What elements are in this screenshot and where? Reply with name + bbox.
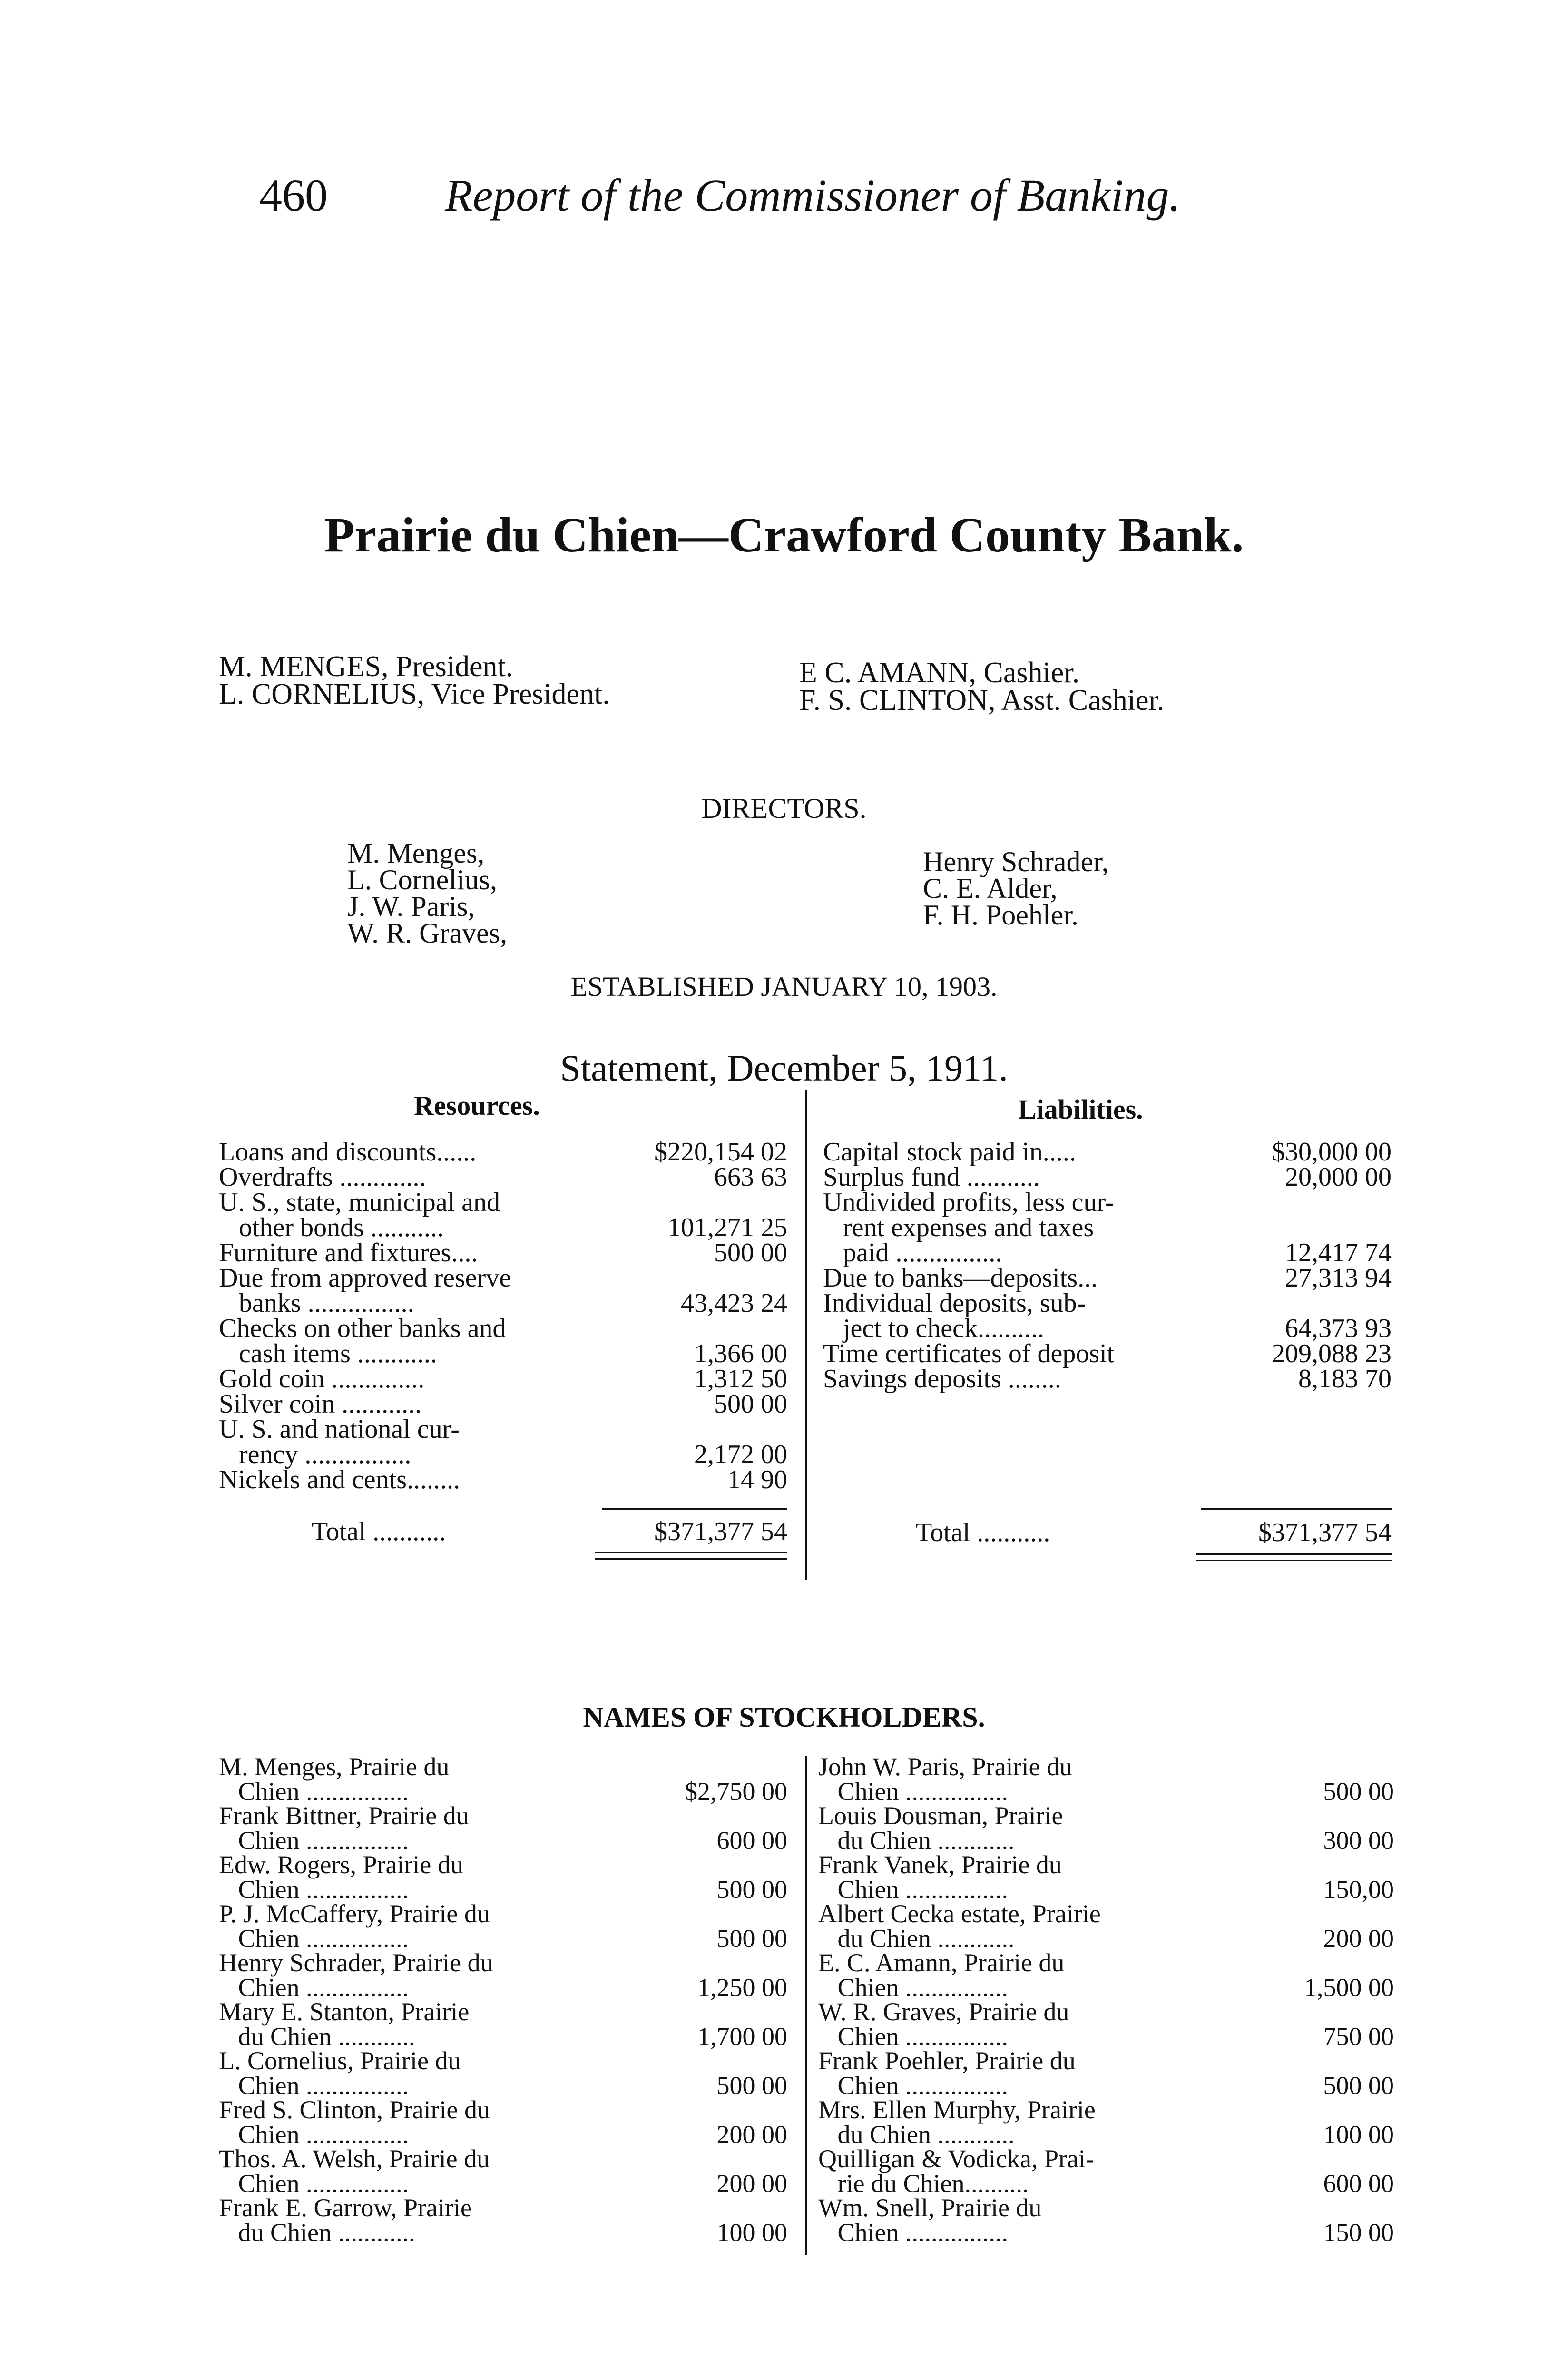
stockholder-row-label: Chien ................ <box>219 2169 409 2198</box>
stockholder-row-label: Frank Poehler, Prairie du <box>818 2046 1076 2075</box>
stockholder-row-label: Louis Dousman, Prairie <box>818 1801 1063 1830</box>
stockholder-row-amount: 600 00 <box>716 1826 787 1855</box>
resource-row-label: Checks on other banks and <box>219 1314 506 1343</box>
stockholder-row-label: du Chien ............ <box>818 2120 1015 2149</box>
stockholder-row-label: Henry Schrader, Prairie du <box>219 1948 493 1977</box>
stockholder-row-amount: 500 00 <box>716 2071 787 2100</box>
directors-left <box>347 837 508 949</box>
stockholder-row-amount: 200 00 <box>1323 1924 1394 1953</box>
stockholder-row-label: M. Menges, Prairie du <box>219 1752 450 1781</box>
resource-row-label: other bonds ........... <box>219 1213 444 1242</box>
liabilities-total-rule <box>1201 1508 1392 1510</box>
director-name: Henry Schrader, <box>923 846 1109 877</box>
resources-total-label: Total ........... <box>312 1517 446 1546</box>
stockholder-row-label: John W. Paris, Prairie du <box>818 1752 1072 1781</box>
officer-president: M. MENGES, President. <box>219 650 513 683</box>
liability-row-label: ject to check.......... <box>823 1314 1044 1343</box>
stockholder-row-label: Wm. Snell, Prairie du <box>818 2193 1042 2222</box>
resource-row-amount: 43,423 24 <box>681 1288 787 1318</box>
resource-row-label: cash items ............ <box>219 1339 437 1368</box>
resource-row-label: rency ................ <box>219 1440 412 1469</box>
stockholder-row-label: Chien ................ <box>219 1924 409 1953</box>
resources-total-rule <box>602 1508 787 1510</box>
stockholder-row-label: Chien ................ <box>818 1973 1008 2002</box>
stockholder-row-amount: 150 00 <box>1323 2218 1394 2247</box>
stockholder-row-amount: 1,250 00 <box>697 1973 787 2002</box>
stockholder-row-label: Chien ................ <box>219 1826 409 1855</box>
stockholder-row-label: W. R. Graves, Prairie du <box>818 1997 1069 2026</box>
liability-row-amount: 64,373 93 <box>1285 1314 1392 1343</box>
resource-row-label: banks ................ <box>219 1288 414 1318</box>
stockholder-row-amount: 600 00 <box>1323 2169 1394 2198</box>
resource-row-label: Due from approved reserve <box>219 1263 511 1293</box>
resource-row-amount: 1,366 00 <box>694 1339 787 1368</box>
statement-divider <box>805 1090 807 1580</box>
director-name: F. H. Poehler. <box>923 899 1078 931</box>
stockholder-row-amount: 200 00 <box>716 2169 787 2198</box>
liability-row-label: paid ................ <box>823 1238 1002 1268</box>
stockholder-row-amount: 500 00 <box>716 1875 787 1904</box>
statement-title: Statement, December 5, 1911. <box>560 1047 1008 1089</box>
established-date: ESTABLISHED JANUARY 10, 1903. <box>570 971 998 1002</box>
resource-row-amount: 500 00 <box>714 1238 787 1268</box>
officer-vice-president: L. CORNELIUS, Vice President. <box>219 678 610 710</box>
stockholders-divider <box>805 1756 807 2255</box>
stockholders-heading: NAMES OF STOCKHOLDERS. <box>583 1701 985 1733</box>
resources-total-amount: $371,377 54 <box>654 1517 787 1546</box>
resource-row-label: U. S., state, municipal and <box>219 1188 500 1217</box>
stockholder-row-label: Thos. A. Welsh, Prairie du <box>219 2144 490 2173</box>
stockholder-row-label: Chien ................ <box>818 2071 1008 2100</box>
director-name: L. Cornelius, <box>347 864 497 895</box>
stockholder-row-label: Chien ................ <box>219 2120 409 2149</box>
stockholder-row-amount: $2,750 00 <box>685 1777 787 1806</box>
bank-title: Prairie du Chien—Crawford County Bank. <box>324 508 1244 562</box>
directors-right <box>923 846 1109 931</box>
stockholder-row-label: Chien ................ <box>818 1875 1008 1904</box>
stockholder-row-amount: 500 00 <box>1323 2071 1394 2100</box>
stockholder-row-label: Edw. Rogers, Prairie du <box>219 1850 463 1879</box>
stockholder-row-amount: 200 00 <box>716 2120 787 2149</box>
stockholder-row-amount: 500 00 <box>1323 1777 1394 1806</box>
liability-row-amount: 12,417 74 <box>1285 1238 1392 1268</box>
resource-row-amount: 663 63 <box>714 1162 787 1192</box>
officers-left <box>219 650 610 710</box>
stockholder-row-label: P. J. McCaffery, Prairie du <box>219 1899 490 1928</box>
liabilities-total-amount: $371,377 54 <box>1258 1518 1392 1547</box>
liability-row-label: Undivided profits, less cur- <box>823 1188 1114 1217</box>
stockholder-row-label: du Chien ............ <box>818 1826 1015 1855</box>
liability-row-label: Due to banks—deposits... <box>823 1263 1098 1293</box>
resource-row-label: Loans and discounts...... <box>219 1137 477 1167</box>
stockholder-row-label: du Chien ............ <box>219 2218 415 2247</box>
stockholder-row-amount: 750 00 <box>1323 2022 1394 2051</box>
stockholder-row-label: E. C. Amann, Prairie du <box>818 1948 1065 1977</box>
liabilities-heading: Liabilities. <box>1018 1094 1143 1125</box>
stockholder-row-label: Chien ................ <box>818 1777 1008 1806</box>
stockholder-row-label: Frank E. Garrow, Prairie <box>219 2193 472 2222</box>
liabilities-total-label: Total ........... <box>916 1518 1050 1547</box>
resource-row-amount: 1,312 50 <box>694 1364 787 1394</box>
director-name: J. W. Paris, <box>347 891 475 922</box>
liability-row-amount: 20,000 00 <box>1285 1162 1392 1192</box>
resources-heading: Resources. <box>414 1090 540 1121</box>
liability-row-amount: 27,313 94 <box>1285 1263 1392 1293</box>
resource-row-label: Nickels and cents........ <box>219 1465 460 1494</box>
resource-row-amount: $220,154 02 <box>654 1137 787 1167</box>
resource-row-label: Overdrafts ............. <box>219 1162 426 1192</box>
stockholder-row-label: Fred S. Clinton, Prairie du <box>219 2095 490 2124</box>
liability-row-label: Surplus fund ........... <box>823 1162 1040 1192</box>
officer-asst-cashier: F. S. CLINTON, Asst. Cashier. <box>799 684 1165 717</box>
stockholder-row-label: du Chien ............ <box>219 2022 415 2051</box>
liability-row-label: Time certificates of deposit <box>823 1339 1115 1368</box>
liability-row-label: Capital stock paid in..... <box>823 1137 1076 1167</box>
resource-row-amount: 2,172 00 <box>694 1440 787 1469</box>
stockholder-row-amount: 1,500 00 <box>1304 1973 1394 2002</box>
running-title: Report of the Commissioner of Banking. <box>445 170 1181 221</box>
stockholder-row-amount: 100 00 <box>716 2218 787 2247</box>
liability-row-amount: 209,088 23 <box>1272 1339 1392 1368</box>
resource-row-label: Gold coin .............. <box>219 1364 425 1394</box>
directors-heading: DIRECTORS. <box>701 793 867 824</box>
director-name: C. E. Alder, <box>923 873 1058 904</box>
stockholder-row-label: Chien ................ <box>219 2071 409 2100</box>
liability-row-label: Savings deposits ........ <box>823 1364 1061 1394</box>
stockholder-row-label: Mrs. Ellen Murphy, Prairie <box>818 2095 1096 2124</box>
stockholder-row-label: Frank Vanek, Prairie du <box>818 1850 1062 1879</box>
stockholder-row-label: Frank Bittner, Prairie du <box>219 1801 469 1830</box>
stockholder-row-label: Chien ................ <box>818 2022 1008 2051</box>
stockholder-row-amount: 500 00 <box>716 1924 787 1953</box>
liabilities-total-double-rule <box>1196 1553 1392 1561</box>
stockholder-row-label: L. Cornelius, Prairie du <box>219 2046 461 2075</box>
resource-row-label: Furniture and fixtures.... <box>219 1238 478 1268</box>
resource-row-amount: 500 00 <box>714 1389 787 1419</box>
officer-cashier: E C. AMANN, Cashier. <box>799 657 1079 689</box>
stockholder-row-label: Mary E. Stanton, Prairie <box>219 1997 470 2026</box>
stockholder-row-label: Quilligan & Vodicka, Prai- <box>818 2144 1094 2173</box>
page-number: 460 <box>259 170 328 221</box>
stockholder-row-label: du Chien ............ <box>818 1924 1015 1953</box>
stockholder-row-amount: 300 00 <box>1323 1826 1394 1855</box>
stockholder-row-label: Chien ................ <box>818 2218 1008 2247</box>
stockholder-row-amount: 100 00 <box>1323 2120 1394 2149</box>
director-name: W. R. Graves, <box>347 917 508 949</box>
stockholder-row-label: Chien ................ <box>219 1973 409 2002</box>
liability-row-amount: $30,000 00 <box>1272 1137 1392 1167</box>
stockholder-row-label: rie du Chien.......... <box>818 2169 1029 2198</box>
resource-row-label: U. S. and national cur- <box>219 1415 460 1444</box>
officers-right <box>799 657 1165 717</box>
stockholder-row-label: Chien ................ <box>219 1875 409 1904</box>
resource-row-amount: 101,271 25 <box>667 1213 787 1242</box>
stockholder-row-label: Chien ................ <box>219 1777 409 1806</box>
resource-row-amount: 14 90 <box>727 1465 787 1494</box>
resources-total-double-rule <box>595 1552 787 1560</box>
liability-row-amount: 8,183 70 <box>1298 1364 1392 1394</box>
stockholder-row-amount: 150,00 <box>1323 1875 1394 1904</box>
stockholder-row-label: Albert Cecka estate, Prairie <box>818 1899 1101 1928</box>
stockholder-row-amount: 1,700 00 <box>697 2022 787 2051</box>
resource-row-label: Silver coin ............ <box>219 1389 422 1419</box>
liability-row-label: rent expenses and taxes <box>823 1213 1094 1242</box>
director-name: M. Menges, <box>347 837 485 869</box>
liability-row-label: Individual deposits, sub- <box>823 1288 1086 1318</box>
